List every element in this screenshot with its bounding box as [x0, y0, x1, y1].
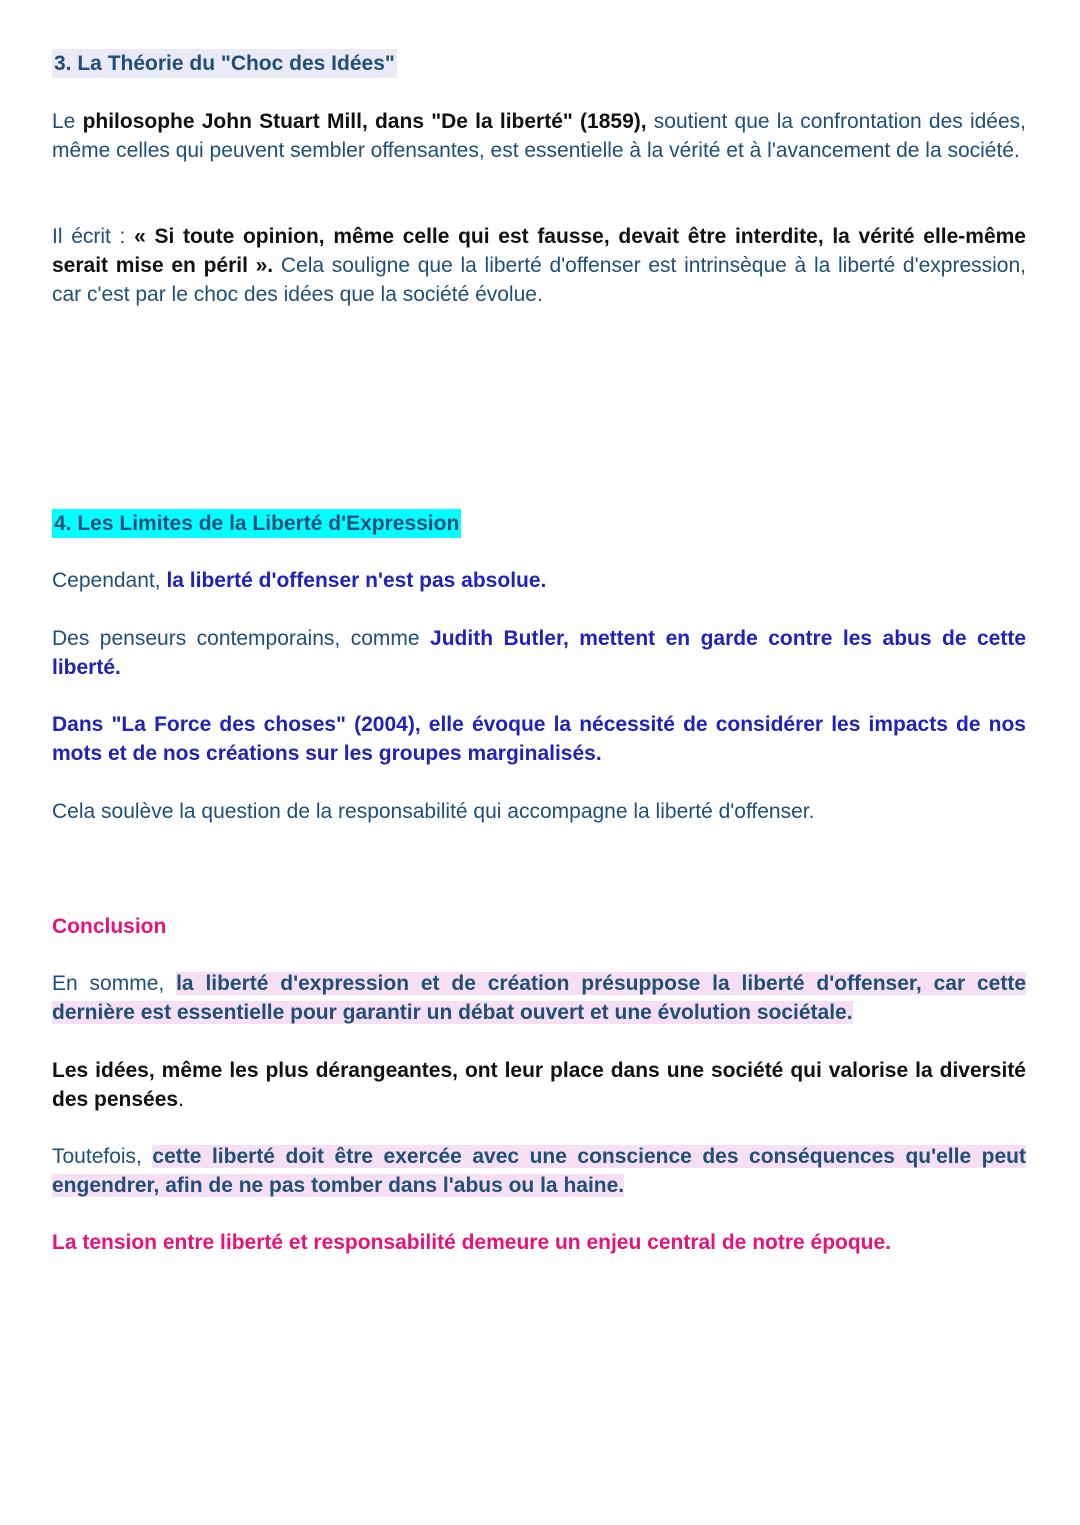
conclusion-p2-period: . — [178, 1088, 184, 1111]
section4-paragraph-1 — [52, 566, 1026, 595]
section3-paragraph-1 — [52, 107, 1026, 165]
conclusion-p1-highlight: la liberté d'expression et de création présuppose la liberté d'offenser, car cette dernière est essentielle pour garantir un débat ouvert et une évolution sociétale. — [52, 972, 1026, 1024]
section3-p2-rest: Cela souligne que la liberté d'offenser est intrinsèque à la liberté d'expression, car c'est par le choc des idées que la société évolue. — [52, 254, 1027, 306]
conclusion-paragraph-1 — [52, 969, 1026, 1027]
section4-p2-lead: Des penseurs contemporains, comme — [52, 627, 431, 650]
section3-p1-rest: soutient que la confrontation des idées, même celles qui peuvent sembler offensantes, est essentielle à la vérité et à l'avancement de la société. — [52, 110, 1026, 162]
section4-paragraph-2 — [52, 624, 1026, 682]
section3-p2-lead: Il écrit : — [52, 225, 135, 248]
conclusion-heading: Conclusion — [52, 915, 167, 938]
section3-p2-quote: « Si toute opinion, même celle qui est fausse, devait être interdite, la vérité elle-même serait mise en péril ». — [52, 225, 1026, 277]
section3-heading: 3. La Théorie du "Choc des Idées" — [52, 49, 397, 78]
conclusion-p3-lead: Toutefois, — [52, 1145, 153, 1168]
conclusion-p2-bold: Les idées, même les plus dérangeantes, ont leur place dans une société qui valorise la diversité des pensées — [52, 1059, 1026, 1111]
section4-p1-lead: Cependant, — [52, 569, 167, 592]
section3-p1-lead: Le — [52, 110, 83, 133]
conclusion-paragraph-2 — [52, 1056, 1026, 1114]
section3-heading-line — [52, 49, 1026, 78]
section4-p2-bold: Judith Butler, mettent en garde contre les abus de cette liberté. — [52, 627, 1027, 679]
conclusion-p1-lead: En somme, — [52, 972, 177, 995]
section4-paragraph-3: Dans "La Force des choses" (2004), elle évoque la nécessité de considérer les impacts de nos mots et de nos créations sur les groupes marginalisés. — [52, 713, 1026, 765]
section4-heading-line — [52, 509, 1026, 538]
section4-paragraph-4: Cela soulève la question de la responsabilité qui accompagne la liberté d'offenser. — [52, 800, 815, 823]
section3-paragraph-2 — [52, 222, 1026, 309]
section4-p1-bold: la liberté d'offenser n'est pas absolue. — [166, 569, 547, 592]
section3-p1-bold: philosophe John Stuart Mill, dans "De la liberté" (1859), — [82, 110, 647, 133]
conclusion-paragraph-4: La tension entre liberté et responsabilité demeure un enjeu central de notre époque. — [52, 1231, 892, 1254]
conclusion-paragraph-3 — [52, 1142, 1026, 1200]
conclusion-p3-highlight: cette liberté doit être exercée avec une conscience des conséquences qu'elle peut engendrer, afin de ne pas tomber dans l'abus ou la haine. — [52, 1145, 1026, 1197]
section4-heading: 4. Les Limites de la Liberté d'Expression — [52, 509, 461, 538]
